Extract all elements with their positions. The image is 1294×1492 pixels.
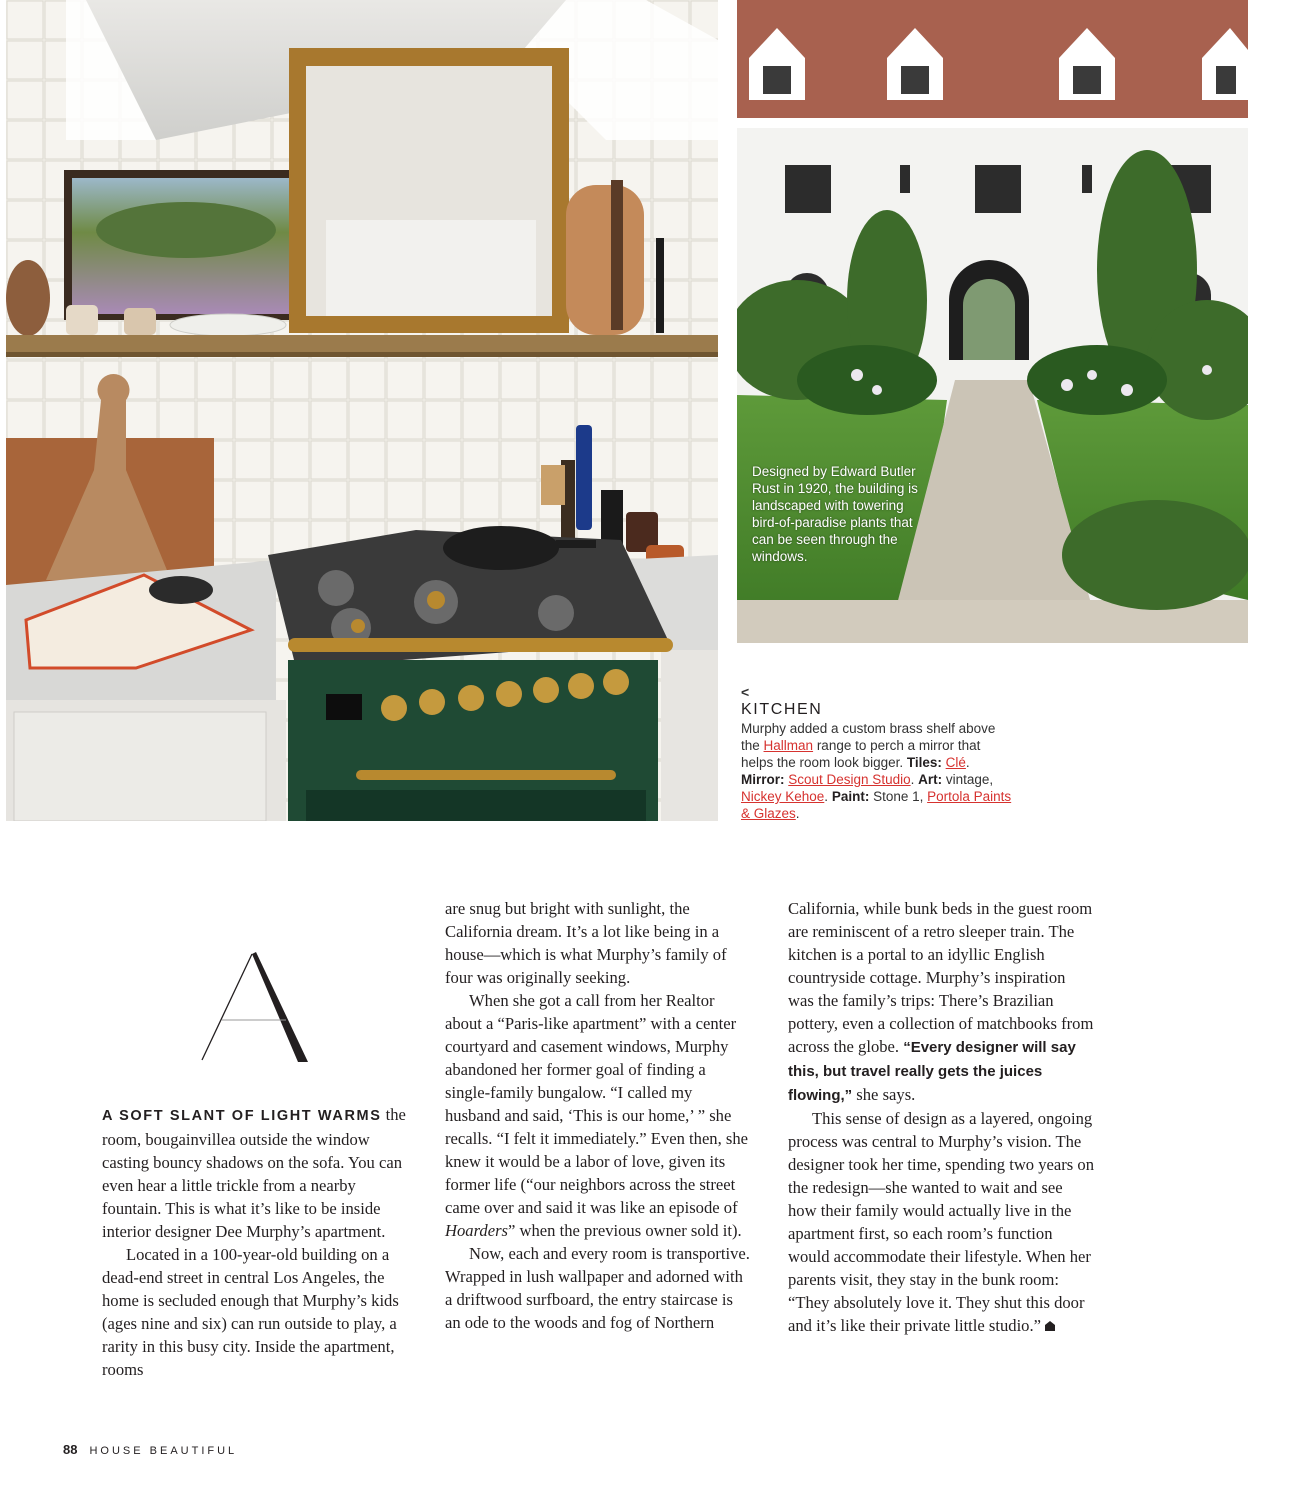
page-number: 88 xyxy=(63,1442,78,1457)
page-folio xyxy=(63,1442,237,1457)
end-mark-house-icon xyxy=(1045,1321,1055,1331)
caption-intro: Murphy added a custom brass shelf above the xyxy=(741,721,996,753)
col2-paragraph-2b: ” when the previous owner sold it). xyxy=(508,1221,742,1240)
pull-quote: “Every designer will say this, but travel really gets the juices flowing,” xyxy=(788,1039,1076,1104)
caption-pointer-arrow: < xyxy=(741,684,750,700)
paint-label: Paint: xyxy=(831,789,870,804)
hoarders-title: Hoarders xyxy=(445,1221,508,1240)
col2-paragraph-2a: When she got a call from her Realtor about a “Paris-like apartment” with a center courtyard and casement windows, Murphy abandoned her former goal of finding a single-family bungalow. “I called my husband and said, ‘This is our home,’ ” she recalls. “I felt it immediately.” Even then, she knew it would be a labor of love, given its former life (“our neighbors across the street came over and said it was like an episode of xyxy=(445,991,749,1217)
tiles-label: Tiles: xyxy=(906,755,942,770)
col2-paragraph-1: are snug but bright with sunlight, the California dream. It’s a lot like being in a house—which is what Murphy’s family of four was originally seeking. xyxy=(445,899,727,987)
article-column-3 xyxy=(788,897,1094,1337)
photo-overlay-caption: Designed by Edward Butler Rust in 1920, the building is landscaped with towering bird-of-paradise plants that can be seen through the windows. xyxy=(752,464,918,564)
cle-link[interactable]: Clé xyxy=(945,755,966,770)
hallman-link[interactable]: Hallman xyxy=(763,738,814,753)
col1-paragraph-1: the room, bougainvillea outside the window casting bouncy shadows on the sofa. You can even hear a little trickle from a nearby fountain. This is what it’s like to be inside interior designer Dee Murphy’s apartment. xyxy=(102,1105,406,1241)
caption-sep-3: . xyxy=(824,789,832,804)
col2-paragraph-3: Now, each and every room is transportive. Wrapped in lush wallpaper and adorned with a driftwood surfboard, the entry staircase is an ode to the woods and fog of Northern xyxy=(445,1244,750,1332)
col3-paragraph-1b: she says. xyxy=(852,1085,916,1104)
kitchen-photo xyxy=(6,0,718,821)
article-column-1 xyxy=(102,1103,408,1381)
art-value: vintage, xyxy=(942,772,994,787)
caption-end: . xyxy=(795,806,800,821)
caption-sep-1: . xyxy=(965,755,970,770)
art-label: Art: xyxy=(918,772,943,787)
caption-body xyxy=(741,720,1016,822)
kitchen-caption xyxy=(741,685,1016,822)
caption-heading: KITCHEN xyxy=(741,701,823,718)
portola-paints-link[interactable]: Portola Paints & Glazes xyxy=(741,789,1012,821)
article-column-2 xyxy=(445,897,751,1334)
mirror-label: Mirror: xyxy=(741,772,785,787)
col1-paragraph-2: Located in a 100-year-old building on a dead-end street in central Los Angeles, the home is secluded enough that Murphy’s kids (ages nine and six) can run outside to play, a rarity in this busy city. Inside the apartment, rooms xyxy=(102,1245,399,1379)
article-leadin: A SOFT SLANT OF LIGHT WARMS xyxy=(102,1108,382,1124)
magazine-name: HOUSE BEAUTIFUL xyxy=(89,1445,238,1457)
nickey-kehoe-link[interactable]: Nickey Kehoe xyxy=(741,789,825,804)
drop-cap xyxy=(198,950,310,1066)
caption-sep-2: . xyxy=(910,772,919,787)
caption-intro-after: range to perch a mirror that helps the room look bigger. xyxy=(741,738,981,770)
paint-value: Stone 1, xyxy=(869,789,928,804)
col3-paragraph-2: This sense of design as a layered, ongoing process was central to Murphy’s vision. The designer took her time, spending two years on the redesign—she wanted to wait and see how their family would actually live in the apartment first, so each room’s function would accommodate their lifestyle. When her parents visit, they stay in the bunk room: “They absolutely love it. They shut this door and it’s like their private little studio.” xyxy=(788,1109,1094,1335)
col3-paragraph-1a: California, while bunk beds in the guest room are reminiscent of a retro sleeper train. The kitchen is a portal to an idyllic English countryside cottage. Murphy’s inspiration was the family’s trips: There’s Brazilian pottery, even a collection of matchbooks from across the globe. xyxy=(788,899,1094,1056)
scout-design-studio-link[interactable]: Scout Design Studio xyxy=(788,772,911,787)
